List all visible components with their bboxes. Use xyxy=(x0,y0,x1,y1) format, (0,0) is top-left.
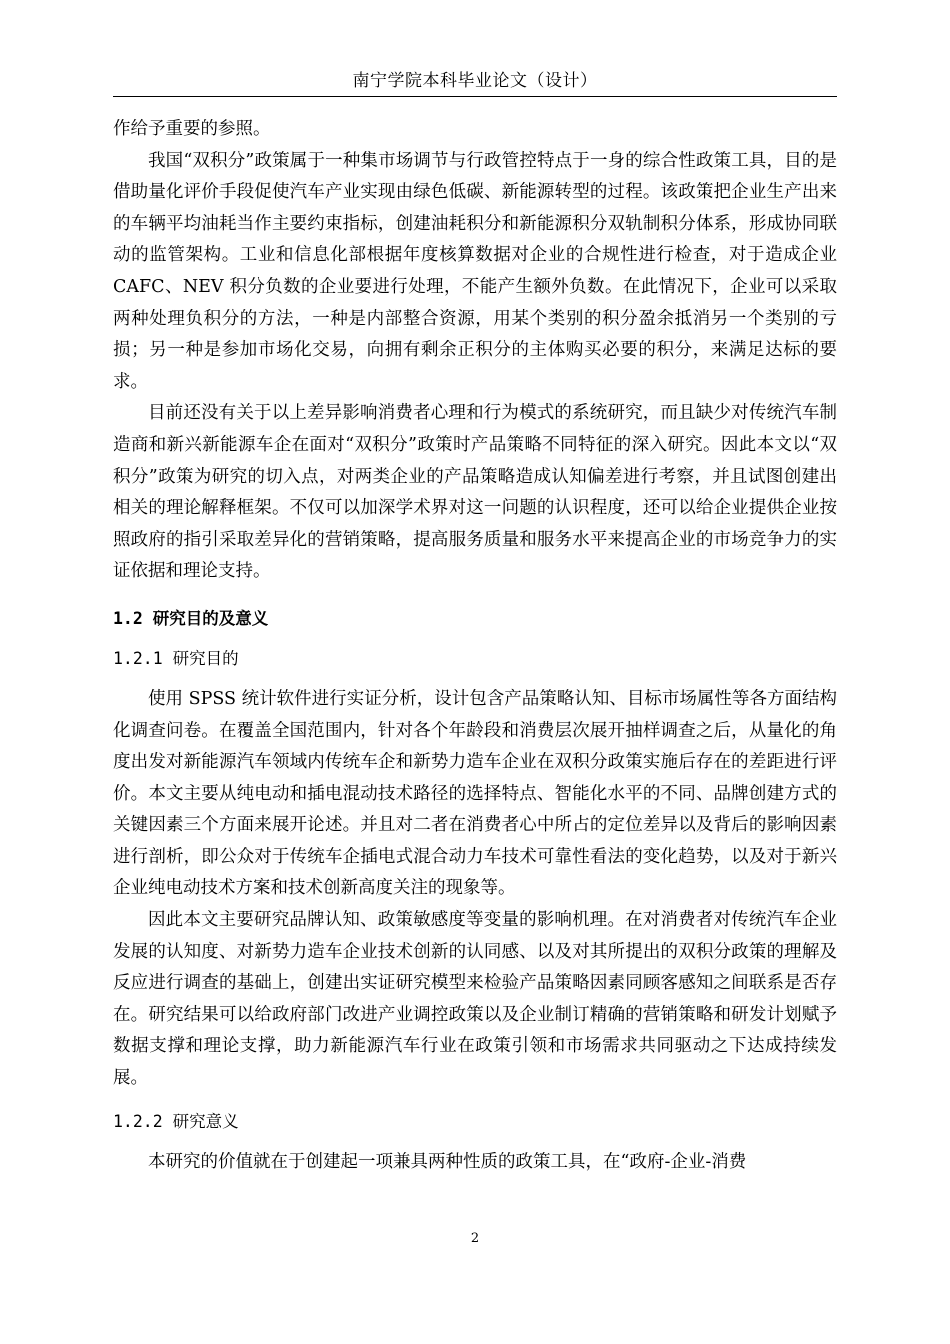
paragraph-dual-credit-policy: 我国“双积分”政策属于一种集市场调节与行政管控特点于一身的综合性政策工具，目的是借助量化评价手段促使汽车产业实现由绿色低碳、新能源转型的过程。该政策把企业生产出来的车辆平均油耗当作主要约束指标，创建油耗积分和新能源积分双轨制积分体系，形成协同联动的监管架构。工业和信息化部根据年度核算数据对企业的合规性进行检查，对于造成企业 CAFC、NEV 积分负数的企业要进行处理，不能产生额外负数。在此情况下，企业可以采取两种处理负积分的方法，一种是内部整合资源，用某个类别的积分盈余抵消另一个类别的亏损；另一种是参加市场化交易，向拥有剩余正积分的主体购买必要的积分，来满足达标的要求。 xyxy=(113,150,837,392)
paragraph-research-purpose: 使用 SPSS 统计软件进行实证分析，设计包含产品策略认知、目标市场属性等各方面结构化调查问卷。在覆盖全国范围内，针对各个年龄段和消费层次展开抽样调查之后，从量化的角度出发对新能源汽车领域内传统车企和新势力造车企业在双积分政策实施后存在的差距进行评价。本文主要从纯电动和插电混动技术路径的选择特点、智能化水平的不同、品牌创建方式的关键因素三个方面来展开论述。并且对二者在消费者心中所占的定位差异以及背后的影响因素进行剖析，即公众对于传统车企插电式混合动力车技术可靠性看法的变化趋势，以及对于新兴企业纯电动技术方案和技术创新高度关注的现象等。 xyxy=(113,688,837,899)
paragraph-research-mechanism: 因此本文主要研究品牌认知、政策敏感度等变量的影响机理。在对消费者对传统汽车企业发展的认知度、对新势力造车企业技术创新的认同感、以及对其所提出的双积分政策的理解及反应进行调查的基础上，创建出实证研究模型来检验产品策略因素同顾客感知之间联系是否存在。研究结果可以给政府部门改进产业调控政策以及企业制订精确的营销策略和研发计划赋予数据支撑和理论支撑，助力新能源汽车行业在政策引领和市场需求共同驱动之下达成持续发展。 xyxy=(113,910,837,1089)
paragraph-research-gap: 目前还没有关于以上差异影响消费者心理和行为模式的系统研究，而且缺少对传统汽车制造商和新兴新能源车企在面对“双积分”政策时产品策略不同特征的深入研究。因此本文以“双积分”政策为研究的切入点，对两类企业的产品策略造成认知偏差进行考察，并且试图创建出相关的理论解释框架。不仅可以加深学术界对这一问题的认识程度，还可以给企业提供企业按照政府的指引采取差异化的营销策略，提高服务质量和服务水平来提高企业的市场竞争力的实证依据和理论支持。 xyxy=(113,403,837,582)
section-heading-1-2: 1.2 研究目的及意义 xyxy=(113,608,269,628)
paragraph-continued: 作给予重要的参照。 xyxy=(113,119,271,139)
paragraph-research-significance: 本研究的价值就在于创建起一项兼具两种性质的政策工具，在“政府-企业-消费 xyxy=(148,1151,747,1172)
subsection-heading-1-2-1: 1.2.1 研究目的 xyxy=(113,648,239,668)
running-header-title: 南宁学院本科毕业论文（设计） xyxy=(352,71,598,91)
body-content xyxy=(113,114,837,1178)
subsection-heading-1-2-2: 1.2.2 研究意义 xyxy=(113,1111,239,1131)
header-divider xyxy=(113,96,837,97)
page-number: 2 xyxy=(470,1231,480,1246)
